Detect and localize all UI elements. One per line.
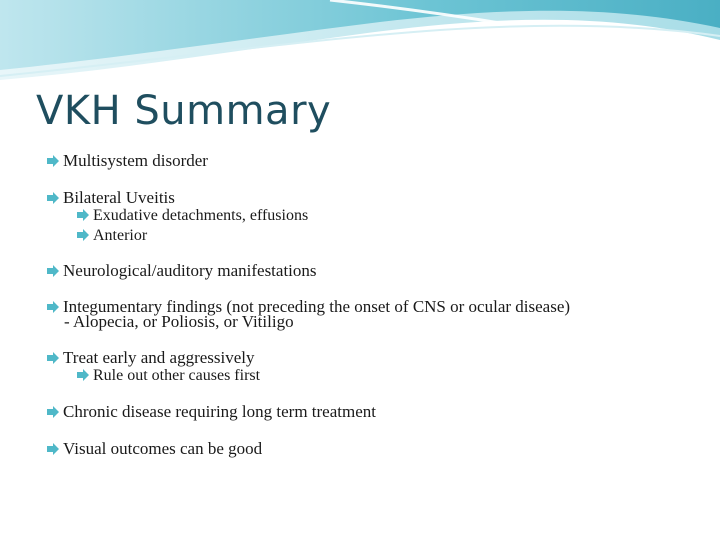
bullet-item [46,402,376,422]
sub-bullet-text: Exudative detachments, effusions [93,207,309,224]
bullet-continuation: - Alopecia, or Poliosis, or Vitiligo [64,312,294,331]
bullet-text: Neurological/auditory manifestations [63,261,317,280]
arrow-bullet-icon [76,208,90,222]
bullet-text: Bilateral Uveitis [63,188,175,207]
bullet-text: Treat early and aggressively [63,348,255,367]
bullet-text: Multisystem disorder [63,151,208,170]
bullet-text: Chronic disease requiring long term treatment [63,402,376,421]
sub-bullet-text: Anterior [93,227,148,244]
bullet-item [46,348,255,368]
arrow-bullet-icon [46,405,60,419]
sub-bullet-text: Rule out other causes first [93,367,261,384]
bullet-text: Integumentary findings (not preceding the onset of CNS or ocular disease) [63,297,571,316]
arrow-bullet-icon [46,191,60,205]
header-wave-decoration [0,0,720,90]
slide-title: VKH Summary [36,88,332,134]
arrow-bullet-icon [46,264,60,278]
arrow-bullet-icon [46,154,60,168]
arrow-bullet-icon [76,228,90,242]
sub-bullet-item [76,206,308,226]
sub-bullet-item [76,366,260,386]
arrow-bullet-icon [46,442,60,456]
bullet-item [46,151,208,171]
bullet-item [46,188,175,208]
arrow-bullet-icon [46,300,60,314]
arrow-bullet-icon [46,351,60,365]
arrow-bullet-icon [76,368,90,382]
bullet-item [46,439,262,459]
bullet-item [46,261,317,281]
bullet-text: Visual outcomes can be good [63,439,263,458]
sub-bullet-item [76,226,147,246]
